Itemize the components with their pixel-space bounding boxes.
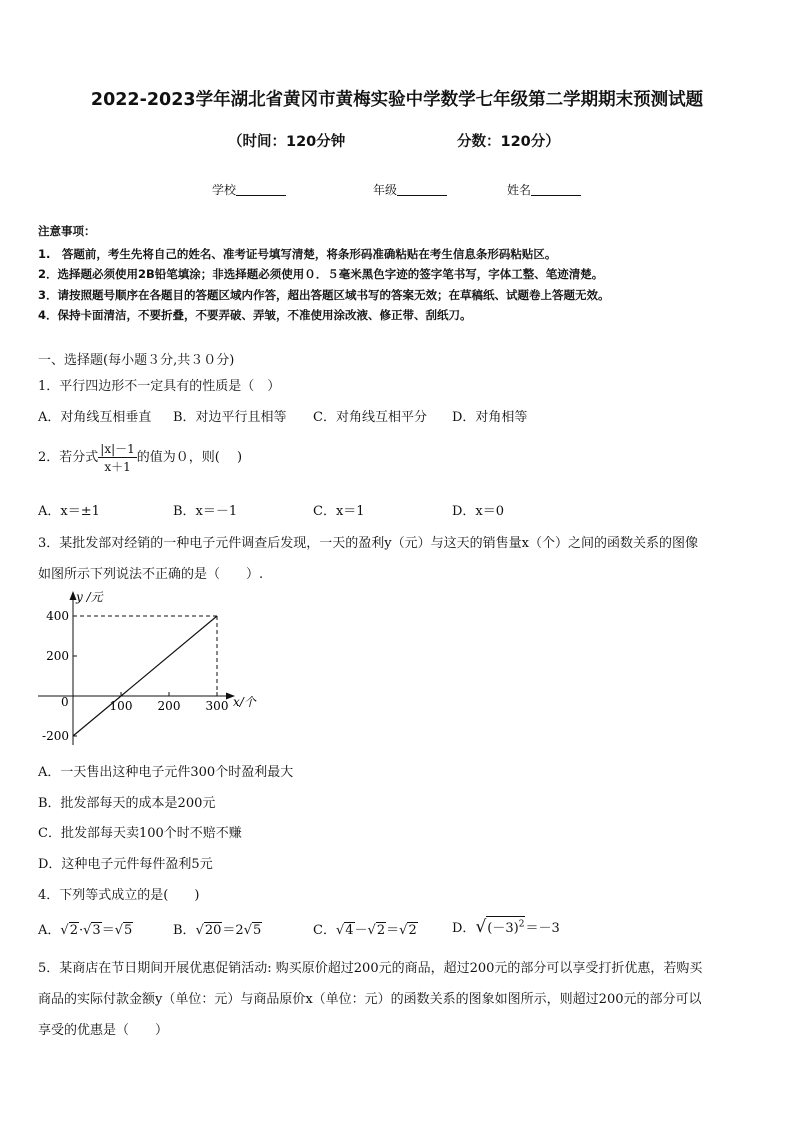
school-blank [236, 183, 286, 196]
chart-series [73, 616, 217, 736]
note-item-2: 2．选择题必须使用2B铅笔填涂；非选择题必须使用０．５毫米黑色字迹的签字笔书写，字体工整、笔迹清楚。 [38, 267, 604, 281]
grade-blank [397, 183, 447, 196]
question-1-option-d: D．对角相等 [452, 410, 528, 425]
radicand: 20 [204, 923, 222, 938]
y-tick-label: 200 [46, 649, 69, 663]
sqrt-icon: √ [475, 917, 487, 937]
question-1-stem: 1．平行四边形不一定具有的性质是（ ） [38, 379, 281, 394]
sqrt-icon: √ [243, 923, 252, 938]
question-2-prefix: 2．若分式 [38, 450, 99, 465]
school-field [212, 181, 286, 198]
question-2-fraction [98, 440, 137, 475]
sqrt-icon: √ [399, 923, 408, 938]
notes-heading: 注意事项： [38, 224, 96, 238]
question-1-option-c: C．对角线互相平分 [313, 410, 427, 425]
x-axis-label: x/个 [233, 695, 256, 709]
profit-line [73, 616, 217, 736]
question-3-line-1: 3．某批发部对经销的一种电子元件调查后发现，一天的盈利y（元）与这天的销售量x（个）之间的函数关系的图像 [38, 536, 698, 551]
exam-time: （时间：120分钟 [228, 134, 346, 150]
question-3-option-b: B．批发部每天的成本是200元 [38, 796, 216, 811]
note-item-3: 3．请按照题号顺序在各题目的答题区域内作答，超出答题区域书写的答案无效；在草稿纸、试题卷上答题无效。 [38, 288, 610, 302]
note-item-1: 1. 答题前，考生先将自己的姓名、准考证号填写清楚，将条形码准确粘贴在考生信息条形码粘贴区。 [38, 247, 557, 261]
equals-sign: ＝2 [222, 923, 244, 938]
profit-chart [30, 585, 270, 750]
question-2-suffix: 的值为０，则( ) [136, 450, 243, 465]
radicand: 3 [92, 923, 101, 938]
minus-sign: － [354, 923, 368, 938]
equals-sign: ＝－3 [525, 921, 560, 936]
question-3-option-a: A．一天售出这种电子元件300个时盈利最大 [38, 765, 294, 780]
radicand: 4 [345, 923, 354, 938]
x-tick-label: 300 [205, 699, 229, 713]
sqrt-icon: √ [60, 923, 69, 938]
question-4-option-c [313, 919, 418, 938]
exponent: 2 [518, 919, 525, 930]
radicand-base: (－3) [487, 921, 519, 936]
radicand: 5 [252, 923, 262, 938]
dot-operator: · [78, 923, 84, 938]
question-5-line-3: 享受的优惠是（ ） [38, 1023, 169, 1038]
option-b-label: B． [173, 923, 196, 938]
radicand: 2 [376, 923, 386, 938]
question-3-option-c: C．批发部每天卖100个时不赔不赚 [38, 826, 242, 841]
question-3-option-d: D．这种电子元件每件盈利5元 [38, 857, 213, 872]
question-4-option-d [452, 916, 560, 937]
question-2-option-a: A．x＝±1 [38, 504, 100, 519]
option-c-label: C． [313, 923, 336, 938]
sqrt-icon: √ [114, 923, 123, 938]
chart-guides [73, 616, 217, 696]
question-5-line-1: 5．某商店在节日期间开展优惠促销活动: 购买原价超过200元的商品，超过200元的部分可以享受打折优惠，若购买 [38, 961, 703, 976]
sqrt-icon: √ [335, 923, 345, 938]
name-field [507, 181, 581, 198]
grade-field [373, 181, 447, 198]
question-4-option-a [38, 919, 133, 938]
exam-score: 分数：120分） [457, 134, 560, 150]
y-tick-label: 400 [46, 609, 69, 623]
grade-label: 年级 [373, 183, 398, 197]
question-3-line-2: 如图所示下列说法不正确的是（ ）. [38, 567, 264, 582]
y-axis-label: y /元 [76, 590, 103, 604]
question-4-option-b [173, 919, 262, 938]
option-a-label: A． [38, 923, 61, 938]
fraction-numerator: |x|－1 [100, 442, 135, 456]
page-title: 2022-2023学年湖北省黄冈市黄梅实验中学数学七年级第二学期期末预测试题 [90, 90, 704, 110]
option-d-label: D． [452, 921, 476, 936]
radicand: 2 [69, 923, 78, 938]
radicand: 2 [408, 923, 417, 938]
question-2-stem [38, 440, 242, 475]
y-tick-label: -200 [42, 729, 69, 743]
question-2-option-d: D．x＝0 [452, 504, 505, 519]
question-4-stem: 4．下列等式成立的是( ) [38, 888, 200, 903]
sqrt-icon: √ [195, 923, 204, 938]
section-heading: 一、选择题(每小题３分,共３０分) [38, 353, 235, 368]
question-5-line-2: 商品的实际付款金额y（单位：元）与商品原价x（单位：元）的函数关系的图象如图所示，则超过200元的部分可以 [38, 992, 702, 1007]
origin-label: 0 [61, 695, 69, 709]
question-2-option-b: B．x＝－1 [173, 504, 238, 519]
sqrt-icon: √ [367, 923, 376, 938]
school-label: 学校 [212, 183, 237, 197]
equals-sign: ＝ [386, 923, 400, 938]
fraction-denominator: x＋1 [104, 460, 131, 474]
question-1-option-a: A．对角线互相垂直 [38, 410, 152, 425]
radicand: 5 [124, 923, 133, 938]
note-item-4: 4．保持卡面清洁，不要折叠，不要弄破、弄皱，不准使用涂改液、修正带、刮纸刀。 [38, 308, 472, 322]
sqrt-icon: √ [83, 923, 92, 938]
question-2-option-c: C．x＝1 [313, 504, 365, 519]
x-tick-label: 100 [109, 699, 133, 713]
x-tick-label: 200 [157, 699, 181, 713]
radicand [486, 916, 525, 936]
name-blank [531, 183, 581, 196]
name-label: 姓名 [507, 183, 532, 197]
question-1-option-b: B．对边平行且相等 [173, 410, 287, 425]
equals-sign: ＝ [101, 923, 115, 938]
